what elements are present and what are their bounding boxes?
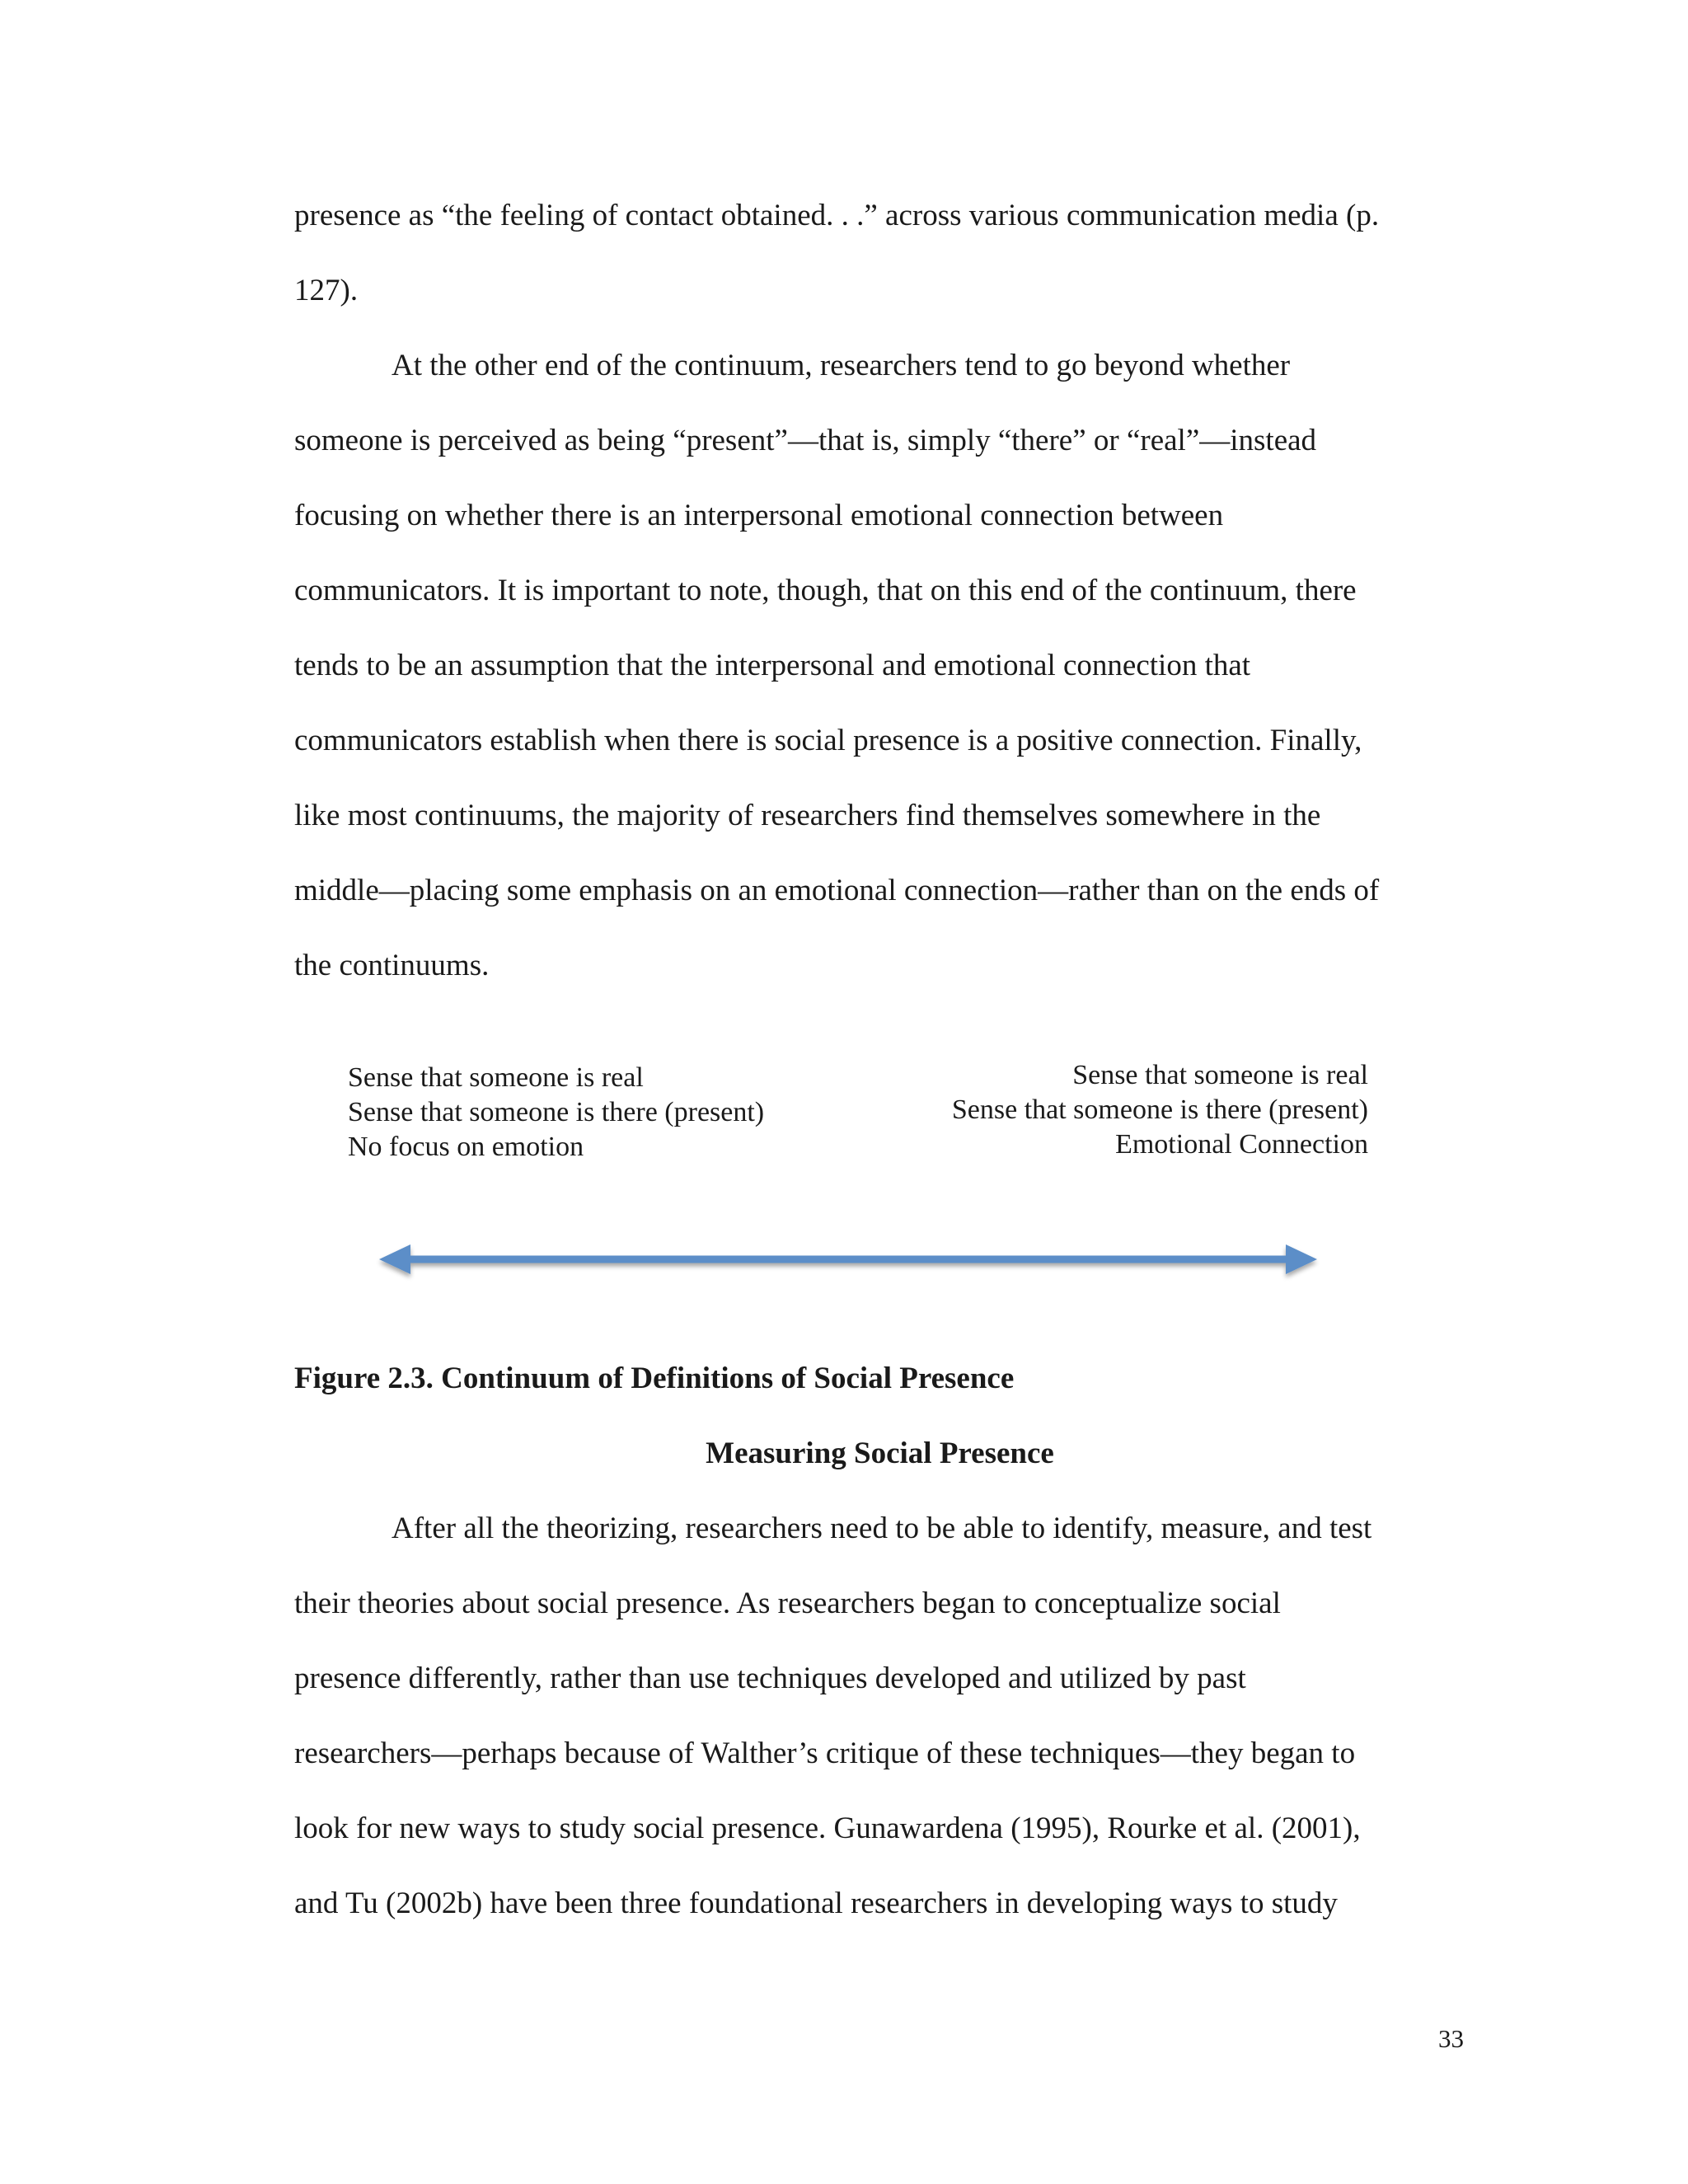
figure-right-label: Sense that someone is there (present) [951, 1094, 1368, 1125]
body-line: their theories about social presence. As researchers began to conceptualize social [294, 1586, 1281, 1620]
body-line: After all the theorizing, researchers need to be able to identify, measure, and test [392, 1511, 1372, 1545]
body-line: communicators establish when there is social presence is a positive connection. Finally, [294, 724, 1362, 757]
page-number: 33 [1438, 2024, 1464, 2053]
body-line: At the other end of the continuum, researchers tend to go beyond whether [392, 349, 1291, 382]
body-line: like most continuums, the majority of researchers find themselves somewhere in the [294, 799, 1321, 832]
body-line: and Tu (2002b) have been three foundational researchers in developing ways to study [294, 1886, 1338, 1920]
body-line: look for new ways to study social presence. Gunawardena (1995), Rourke et al. (2001), [294, 1811, 1361, 1845]
figure-left-label: Sense that someone is there (present) [348, 1097, 765, 1127]
body-line: communicators. It is important to note, though, that on this end of the continuum, there [294, 574, 1357, 607]
figure-caption: Figure 2.3. Continuum of Definitions of Social Presence [294, 1361, 1015, 1395]
body-line: focusing on whether there is an interpersonal emotional connection between [294, 499, 1224, 532]
body-line: presence differently, rather than use techniques developed and utilized by past [294, 1661, 1246, 1695]
double-arrow [379, 1244, 1317, 1274]
figure-right-label: Sense that someone is real [1072, 1060, 1368, 1090]
body-line: tends to be an assumption that the interpersonal and emotional connection that [294, 649, 1251, 682]
body-line: someone is perceived as being “present”—that is, simply “there” or “real”—instead [294, 424, 1317, 457]
figure-right-label: Emotional Connection [1115, 1129, 1368, 1160]
arrow-head-left [379, 1244, 410, 1274]
body-line: researchers—perhaps because of Walther’s critique of these techniques—they began to [294, 1736, 1356, 1770]
body-line: presence as “the feeling of contact obtained. . .” across various communication media (p. [294, 199, 1380, 232]
figure-left-label: No focus on emotion [348, 1132, 584, 1162]
body-line: the continuums. [294, 949, 490, 982]
arrow-head-right [1286, 1244, 1317, 1274]
body-line: middle—placing some emphasis on an emotional connection—rather than on the ends of [294, 874, 1380, 907]
section-heading: Measuring Social Presence [706, 1436, 1054, 1470]
figure-left-label: Sense that someone is real [348, 1062, 644, 1093]
body-line: 127). [294, 274, 359, 307]
